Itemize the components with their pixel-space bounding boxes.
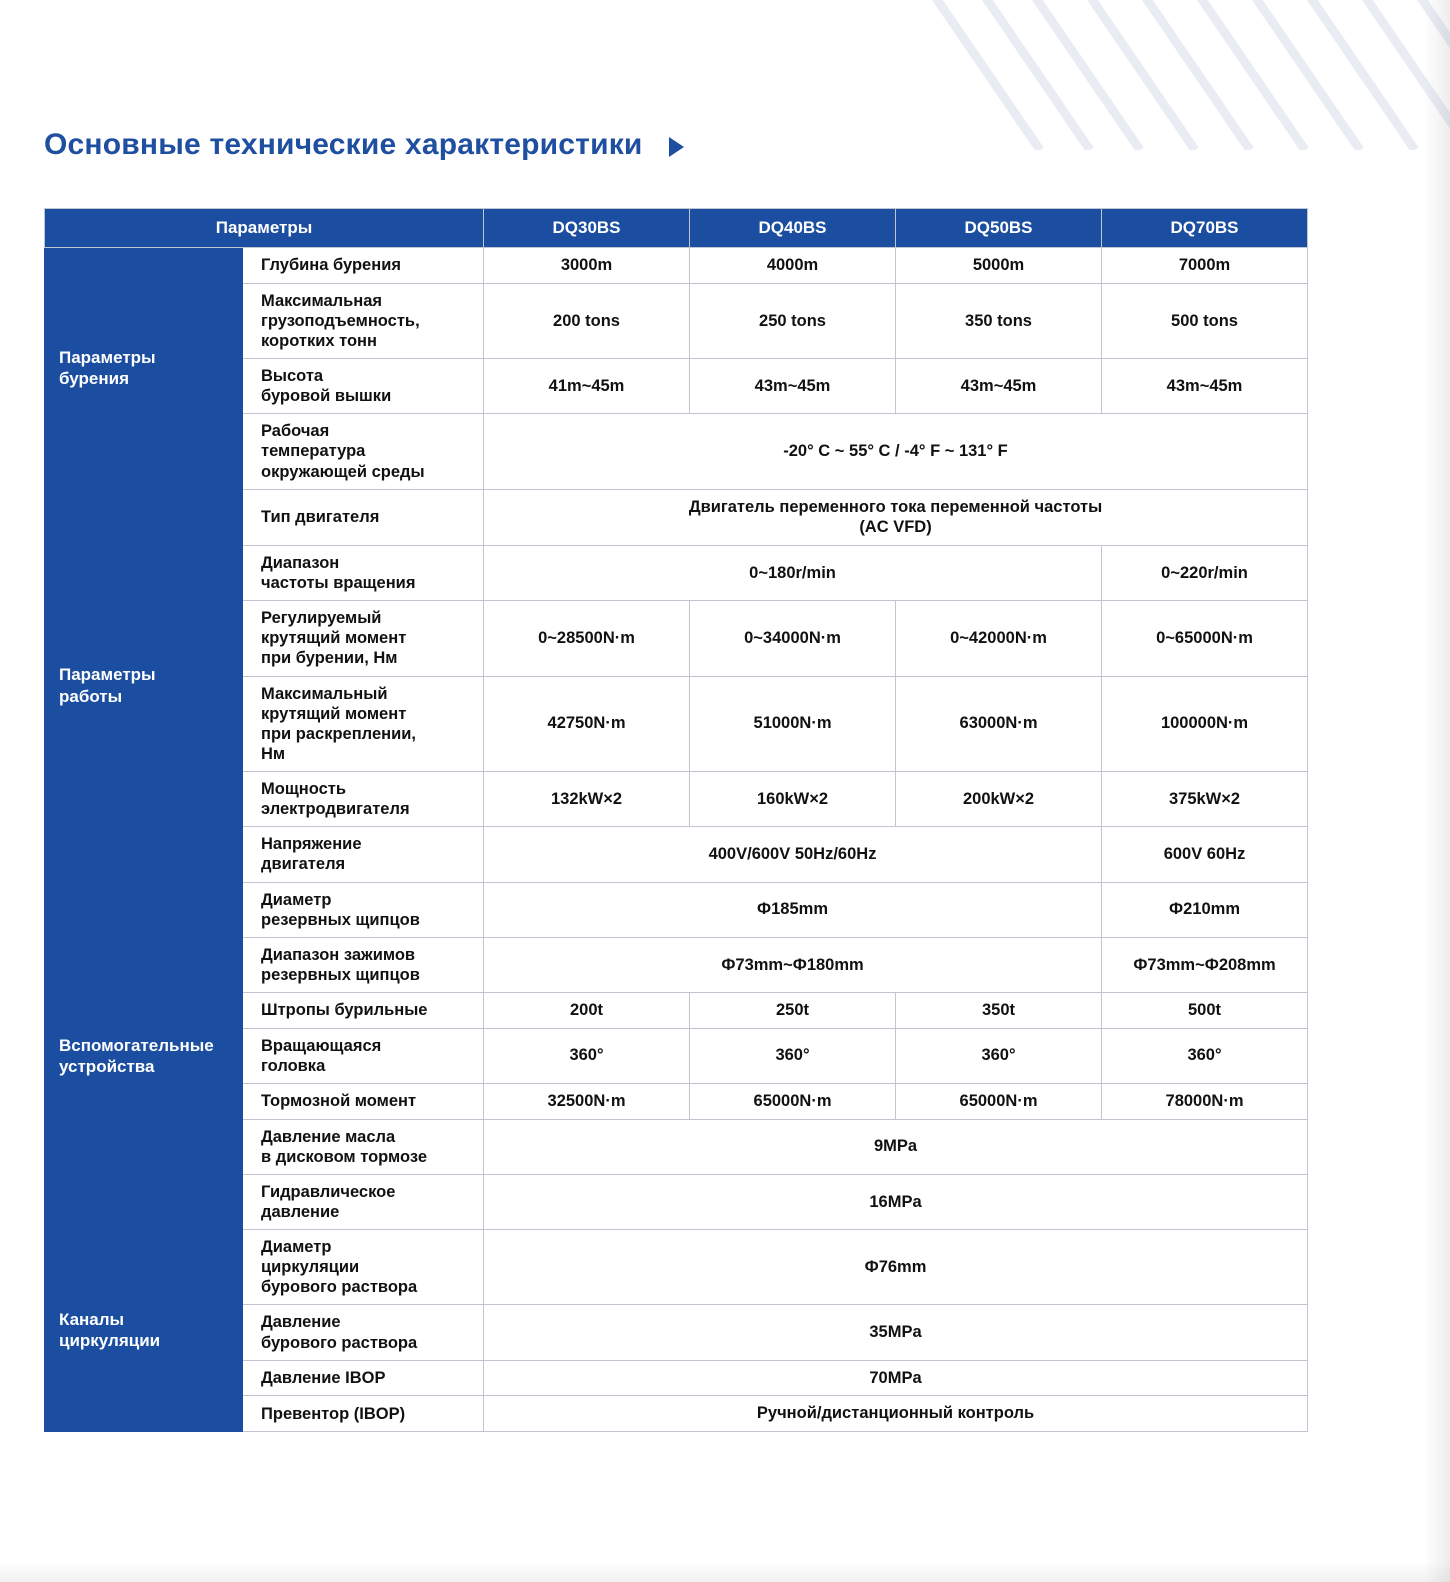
parameter-name-cell: Гидравлическое давление <box>243 1174 484 1229</box>
value-cell: 600V 60Hz <box>1102 827 1308 882</box>
value-cell: 0~42000N·m <box>896 601 1102 676</box>
watermark-decoration <box>890 0 1450 150</box>
value-cell: 32500N·m <box>484 1083 690 1119</box>
table-body <box>45 248 1308 1432</box>
section-title-row <box>44 128 684 162</box>
row-group-label: Параметры бурения <box>45 248 243 490</box>
parameter-name-cell: Давление масла в дисковом тормозе <box>243 1119 484 1174</box>
value-cell: 350t <box>896 993 1102 1029</box>
value-cell: 0~65000N·m <box>1102 601 1308 676</box>
column-header-dq30bs: DQ30BS <box>484 209 690 248</box>
row-group-label: Параметры работы <box>45 489 243 882</box>
triangle-right-icon <box>669 137 684 157</box>
value-cell: 35MPa <box>484 1305 1308 1360</box>
parameter-name-cell: Давление IBOP <box>243 1360 484 1396</box>
parameter-name-cell: Тормозной момент <box>243 1083 484 1119</box>
value-cell: 70MPa <box>484 1360 1308 1396</box>
value-cell: 9MPa <box>484 1119 1308 1174</box>
value-cell: 0~34000N·m <box>690 601 896 676</box>
value-cell: Ф185mm <box>484 882 1102 937</box>
column-header-dq70bs: DQ70BS <box>1102 209 1308 248</box>
value-cell: 360° <box>896 1028 1102 1083</box>
value-cell: 42750N·m <box>484 676 690 772</box>
parameter-name-cell: Штропы бурильные <box>243 993 484 1029</box>
parameter-name-cell: Превентор (IBOP) <box>243 1396 484 1432</box>
value-cell: 65000N·m <box>896 1083 1102 1119</box>
parameter-name-cell: Тип двигателя <box>243 489 484 545</box>
parameter-name-cell: Вращающаяся головка <box>243 1028 484 1083</box>
table-row <box>45 248 1308 284</box>
value-cell: 360° <box>484 1028 690 1083</box>
value-cell: 43m~45m <box>690 359 896 414</box>
parameter-name-cell: Диапазон частоты вращения <box>243 545 484 600</box>
value-cell: 500t <box>1102 993 1308 1029</box>
value-cell: 250 tons <box>690 283 896 358</box>
value-cell: Двигатель переменного тока переменной частоты (AC VFD) <box>484 489 1308 545</box>
column-header-dq50bs: DQ50BS <box>896 209 1102 248</box>
parameter-name-cell: Напряжение двигателя <box>243 827 484 882</box>
parameter-name-cell: Глубина бурения <box>243 248 484 284</box>
value-cell: 0~180r/min <box>484 545 1102 600</box>
value-cell: Ф73mm~Ф208mm <box>1102 937 1308 992</box>
value-cell: 51000N·m <box>690 676 896 772</box>
row-group-label: Вспомогательные устройства <box>45 882 243 1230</box>
value-cell: 43m~45m <box>896 359 1102 414</box>
value-cell: 100000N·m <box>1102 676 1308 772</box>
value-cell: 3000m <box>484 248 690 284</box>
table-row <box>45 882 1308 937</box>
value-cell: 400V/600V 50Hz/60Hz <box>484 827 1102 882</box>
value-cell: 16MPa <box>484 1174 1308 1229</box>
page-edge-shadow-bottom <box>0 1560 1450 1582</box>
value-cell: Ручной/дистанционный контроль <box>484 1396 1308 1432</box>
parameter-name-cell: Диаметр циркуляции бурового раствора <box>243 1230 484 1305</box>
value-cell: 0~28500N·m <box>484 601 690 676</box>
value-cell: 200 tons <box>484 283 690 358</box>
parameter-name-cell: Диапазон зажимов резервных щипцов <box>243 937 484 992</box>
value-cell: 350 tons <box>896 283 1102 358</box>
row-group-label: Каналы циркуляции <box>45 1230 243 1432</box>
page-title: Основные технические характеристики <box>44 128 643 161</box>
parameter-name-cell: Высота буровой вышки <box>243 359 484 414</box>
value-cell: 200kW×2 <box>896 772 1102 827</box>
table-header-row <box>45 209 1308 248</box>
parameter-name-cell: Давление бурового раствора <box>243 1305 484 1360</box>
parameter-name-cell: Диаметр резервных щипцов <box>243 882 484 937</box>
value-cell: 43m~45m <box>1102 359 1308 414</box>
value-cell: Ф73mm~Ф180mm <box>484 937 1102 992</box>
parameter-name-cell: Максимальная грузоподъемность, коротких тонн <box>243 283 484 358</box>
value-cell: 160kW×2 <box>690 772 896 827</box>
table-row <box>45 1230 1308 1305</box>
specifications-table-wrapper <box>44 208 1307 1432</box>
value-cell: 63000N·m <box>896 676 1102 772</box>
value-cell: 7000m <box>1102 248 1308 284</box>
value-cell: 250t <box>690 993 896 1029</box>
column-header-parameters: Параметры <box>45 209 484 248</box>
page-edge-shadow-right <box>1424 0 1450 1582</box>
column-header-dq40bs: DQ40BS <box>690 209 896 248</box>
specifications-table <box>44 208 1308 1432</box>
value-cell: 360° <box>1102 1028 1308 1083</box>
value-cell: 5000m <box>896 248 1102 284</box>
value-cell: 200t <box>484 993 690 1029</box>
parameter-name-cell: Мощность электродвигателя <box>243 772 484 827</box>
parameter-name-cell: Рабочая температура окружающей среды <box>243 414 484 489</box>
value-cell: 132kW×2 <box>484 772 690 827</box>
parameter-name-cell: Регулируемый крутящий момент при бурении, Нм <box>243 601 484 676</box>
value-cell: Ф76mm <box>484 1230 1308 1305</box>
value-cell: 41m~45m <box>484 359 690 414</box>
value-cell: 4000m <box>690 248 896 284</box>
parameter-name-cell: Максимальный крутящий момент при раскреплении, Нм <box>243 676 484 772</box>
value-cell: 360° <box>690 1028 896 1083</box>
value-cell: 375kW×2 <box>1102 772 1308 827</box>
value-cell: 65000N·m <box>690 1083 896 1119</box>
value-cell: -20° C ~ 55° C / -4° F ~ 131° F <box>484 414 1308 489</box>
table-row <box>45 489 1308 545</box>
value-cell: 500 tons <box>1102 283 1308 358</box>
value-cell: 78000N·m <box>1102 1083 1308 1119</box>
value-cell: Ф210mm <box>1102 882 1308 937</box>
value-cell: 0~220r/min <box>1102 545 1308 600</box>
